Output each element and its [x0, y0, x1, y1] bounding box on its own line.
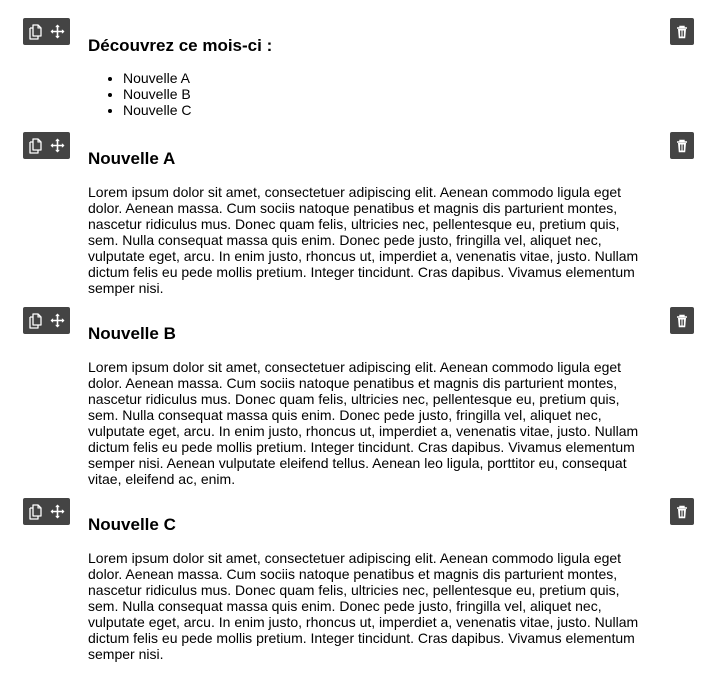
newsletter-block-article-b [0, 307, 724, 492]
move-icon[interactable] [49, 311, 66, 330]
block-toolbar-right [670, 132, 694, 159]
move-icon[interactable] [49, 22, 66, 41]
block-toolbar-right [670, 18, 694, 45]
duplicate-icon[interactable] [27, 136, 44, 155]
article-body: Lorem ipsum dolor sit amet, consectetuer adipiscing elit. Aenean commodo ligula eget dolor. Aenean massa. Cum sociis natoque penatibus et magnis dis parturient montes, nascetur ridiculus mus. Donec quam felis, ultricies nec, pellentesque eu, pretium quis, sem. Nulla consequat massa quis enim. Donec pede justo, fringilla vel, aliquet nec, vulputate eget, arcu. In enim justo, rhoncus ut, imperdiet a, venenatis vitae, justo. Nullam dictum felis eu pede mollis pretium. Integer tincidunt. Cras dapibus. Vivamus elementum semper nisi. [88, 550, 639, 662]
block-toolbar-right [670, 307, 694, 334]
article-title: Nouvelle A [88, 149, 176, 168]
intro-title: Découvrez ce mois-ci : [88, 36, 273, 55]
newsletter-block-intro [0, 18, 724, 128]
article-body: Lorem ipsum dolor sit amet, consectetuer adipiscing elit. Aenean commodo ligula eget dolor. Aenean massa. Cum sociis natoque penatibus et magnis dis parturient montes, nascetur ridiculus mus. Donec quam felis, ultricies nec, pellentesque eu, pretium quis, sem. Nulla consequat massa quis enim. Donec pede justo, fringilla vel, aliquet nec, vulputate eget, arcu. In enim justo, rhoncus ut, imperdiet a, venenatis vitae, justo. Nullam dictum felis eu pede mollis pretium. Integer tincidunt. Cras dapibus. Vivamus elementum semper nisi. [88, 184, 639, 296]
block-content [88, 36, 648, 118]
block-toolbar-right [670, 498, 694, 525]
block-toolbar-left [23, 18, 70, 45]
list-item: • Nouvelle B [123, 86, 648, 102]
block-content [88, 515, 648, 662]
block-toolbar-left [23, 307, 70, 334]
block-toolbar-left [23, 132, 70, 159]
article-title: Nouvelle B [88, 324, 176, 343]
block-toolbar-left [23, 498, 70, 525]
trash-icon[interactable] [674, 22, 691, 41]
duplicate-icon[interactable] [27, 502, 44, 521]
newsletter-block-article-a [0, 132, 724, 302]
list-item: • Nouvelle A [123, 70, 648, 86]
move-icon[interactable] [49, 136, 66, 155]
article-title: Nouvelle C [88, 515, 176, 534]
block-content [88, 149, 648, 296]
duplicate-icon[interactable] [27, 311, 44, 330]
duplicate-icon[interactable] [27, 22, 44, 41]
trash-icon[interactable] [674, 502, 691, 521]
article-body: Lorem ipsum dolor sit amet, consectetuer adipiscing elit. Aenean commodo ligula eget dolor. Aenean massa. Cum sociis natoque penatibus et magnis dis parturient montes, nascetur ridiculus mus. Donec quam felis, ultricies nec, pellentesque eu, pretium quis, sem. Nulla consequat massa quis enim. Donec pede justo, fringilla vel, aliquet nec, vulputate eget, arcu. In enim justo, rhoncus ut, imperdiet a, venenatis vitae, justo. Nullam dictum felis eu pede mollis pretium. Integer tincidunt. Cras dapibus. Vivamus elementum semper nisi. Aenean vulputate eleifend tellus. Aenean leo ligula, porttitor eu, consequat vitae, eleifend ac, enim. [88, 359, 639, 487]
block-content [88, 324, 648, 487]
trash-icon[interactable] [674, 311, 691, 330]
list-item: • Nouvelle C [123, 102, 648, 118]
newsletter-block-article-c [0, 498, 724, 668]
intro-list [88, 70, 648, 118]
move-icon[interactable] [49, 502, 66, 521]
trash-icon[interactable] [674, 136, 691, 155]
